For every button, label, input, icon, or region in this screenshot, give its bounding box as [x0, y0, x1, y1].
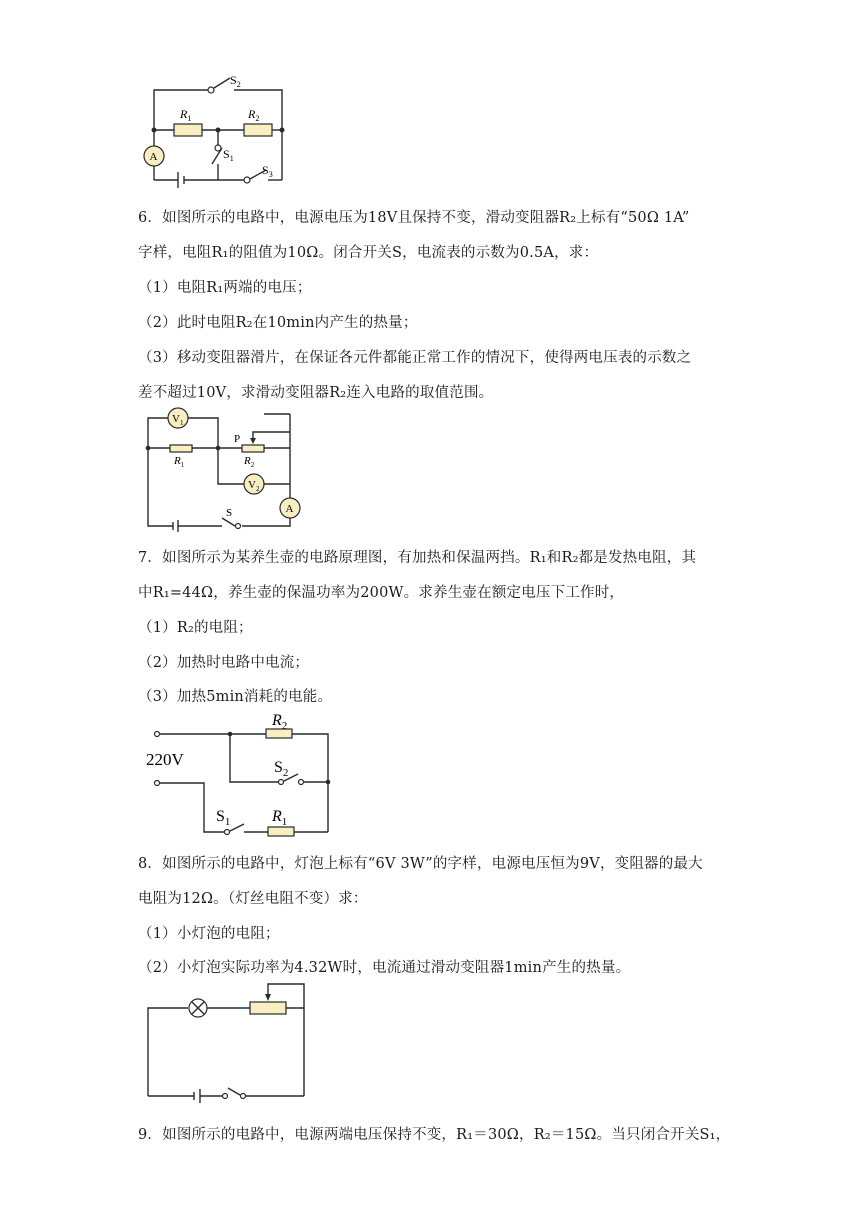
q8-sub1: （1）小灯泡的电阻；: [138, 926, 280, 942]
q6-line1: 6．如图所示的电路中，电源电压为18V且保持不变，滑动变阻器R₂上标有“50Ω 1A”: [138, 210, 690, 226]
label-s: S: [226, 507, 233, 519]
label-s2: $S_2$: [230, 73, 241, 89]
v1-label: $V_1$: [172, 413, 184, 427]
label-r2: $R_2$: [248, 107, 260, 123]
v2-label: $V_2$: [248, 479, 260, 493]
circuit-diagram-q6: [138, 404, 308, 530]
circuit-diagram-q8: [138, 980, 318, 1100]
q6-sub3a: （3）移动变阻器滑片，在保证各元件都能正常工作的情况下，使得两电压表的示数之: [138, 350, 692, 366]
q8-sub2: （2）小灯泡实际功率为4.32W时，电流通过滑动变阻器1min产生的热量。: [138, 960, 631, 976]
label-s1: $S_1$: [216, 808, 231, 828]
label-s1: $S_1$: [223, 147, 234, 163]
circuit-diagram-fig5: [138, 68, 298, 190]
voltage-label: 220V: [146, 750, 184, 769]
label-r1: $R_1$: [174, 455, 185, 469]
q7-sub1: （1）R₂的电阻；: [138, 620, 253, 636]
q7-sub2: （2）加热时电路中电流；: [138, 655, 310, 671]
circuit-diagram-q7: [138, 708, 348, 838]
label-r1: $R_1$: [272, 808, 288, 828]
ammeter-label: A: [285, 503, 294, 515]
q8-line1: 8．如图所示的电路中，灯泡上标有“6V 3W”的字样，电源电压恒为9V，变阻器的最大: [138, 856, 703, 872]
label-r2: $R_2$: [244, 455, 255, 469]
label-r2: $R_2$: [272, 712, 288, 732]
label-s2: $S_2$: [274, 759, 289, 779]
q7-sub3: （3）加热5min消耗的电能。: [138, 689, 333, 705]
label-r1: $R_1$: [180, 107, 192, 123]
q6-sub3b: 差不超过10V，求滑动变阻器R₂连入电路的取值范围。: [138, 385, 494, 401]
label-s3: $S_3$: [262, 163, 273, 179]
label-p: P: [234, 433, 241, 445]
q6-line2: 字样，电阻R₁的阻值为10Ω。闭合开关S，电流表的示数为0.5A，求：: [138, 245, 599, 261]
q6-sub2: （2）此时电阻R₂在10min内产生的热量；: [138, 315, 418, 331]
ammeter-label: A: [149, 151, 158, 163]
q9-line1: 9．如图所示的电路中，电源两端电压保持不变，R₁＝30Ω，R₂＝15Ω。当只闭合开关S₁，: [138, 1127, 731, 1143]
q6-sub1: （1）电阻R₁两端的电压；: [138, 280, 312, 296]
q8-line2: 电阻为12Ω。（灯丝电阻不变）求：: [138, 891, 368, 907]
q7-line2: 中R₁=44Ω，养生壶的保温功率为200W。求养生壶在额定电压下工作时，: [138, 585, 625, 601]
q7-line1: 7．如图所示为某养生壶的电路原理图，有加热和保温两挡。R₁和R₂都是发热电阻，其: [138, 550, 697, 566]
